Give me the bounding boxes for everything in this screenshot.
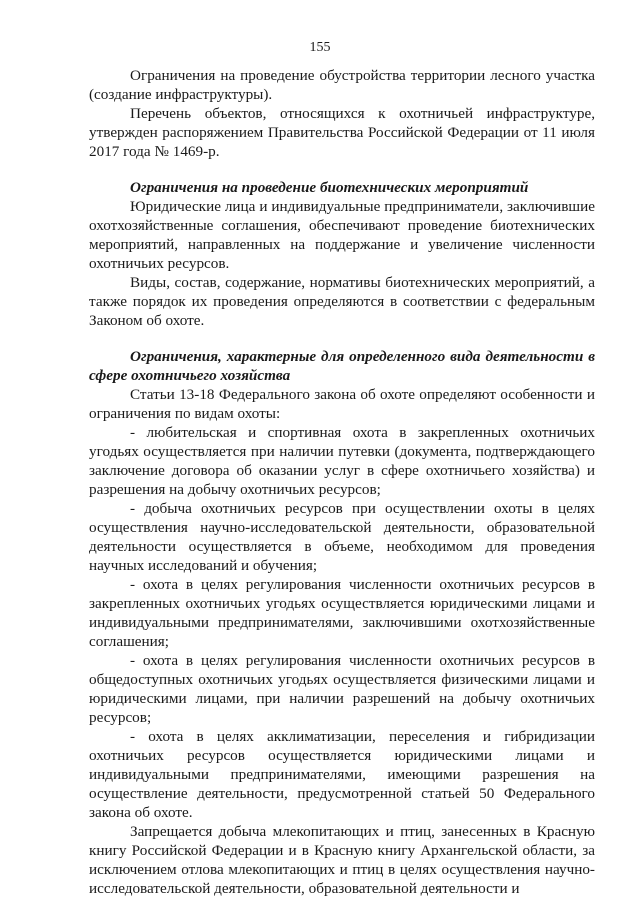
section-heading-biotechnical: Ограничения на проведение биотехнических мероприятий	[130, 179, 529, 196]
paragraph-law-articles: Статьи 13-18 Федерального закона об охоте определяют особенности и ограничения по видам охоты:	[89, 386, 595, 422]
list-item-regulation-public-grounds: - охота в целях регулирования численности охотничьих ресурсов в общедоступных охотничьих угодьях осуществляется физическими лицами и юридическими лицами, при наличии разрешений на добычу охотничьих ресурсов;	[89, 652, 595, 726]
paragraph-red-book-prohibition: Запрещается добыча млекопитающих и птиц, занесенных в Красную книгу Российской Федерации и в Красную книгу Архангельской области, за исключением отлова млекопитающих и птиц в целях осуществления научно-исследовательской деятельности, образовательной деятельности и	[89, 823, 595, 897]
list-item-regulation-fixed-grounds: - охота в целях регулирования численности охотничьих ресурсов в закрепленных охотничьих угодьях осуществляется юридическими лицами и индивидуальными предпринимателями, заключившими охотхозяйственные соглашения;	[89, 576, 595, 650]
list-item-acclimatization: - охота в целях акклиматизации, переселения и гибридизации охотничьих ресурсов осуществляется юридическими лицами и индивидуальными предпринимателями, имеющими разрешения на осуществление деятельности, предусмотренной статьей 50 Федерального закона об охоте.	[89, 728, 595, 821]
list-item-amateur-hunting: - любительская и спортивная охота в закрепленных охотничьих угодьях осуществляется при наличии путевки (документа, подтверждающего заключение договора об оказании услуг в сфере охотничьего хозяйства) и разрешения на добычу охотничьих ресурсов;	[89, 424, 595, 498]
paragraph-biotechnical-norms: Виды, состав, содержание, нормативы биотехнических мероприятий, а также порядок их проведения определяются в соответствии с федеральным Законом об охоте.	[89, 274, 595, 329]
page-number: 155	[309, 40, 331, 55]
paragraph-infrastructure-list: Перечень объектов, относящихся к охотничьей инфраструктуре, утвержден распоряжением Правительства Российской Федерации от 11 июля 2017 года № 1469-р.	[89, 105, 595, 160]
paragraph-biotechnical-obligations: Юридические лица и индивидуальные предприниматели, заключившие охотхозяйственные соглашения, обеспечивают проведение биотехнических мероприятий, направленных на поддержание и увеличение численности охотничьих ресурсов.	[89, 198, 595, 272]
section-heading-activity-restrictions: Ограничения, характерные для определенного вида деятельности в сфере охотничьего хозяйства	[89, 348, 595, 384]
list-item-research-hunting: - добыча охотничьих ресурсов при осуществлении охоты в целях осуществления научно-исследовательской деятельности, образовательной деятельности осуществляется в объеме, необходимом для проведения научных исследований и обучения;	[89, 500, 595, 574]
page-content	[89, 66, 595, 898]
paragraph-infrastructure-restriction: Ограничения на проведение обустройства территории лесного участка (создание инфраструктуры).	[89, 67, 595, 103]
